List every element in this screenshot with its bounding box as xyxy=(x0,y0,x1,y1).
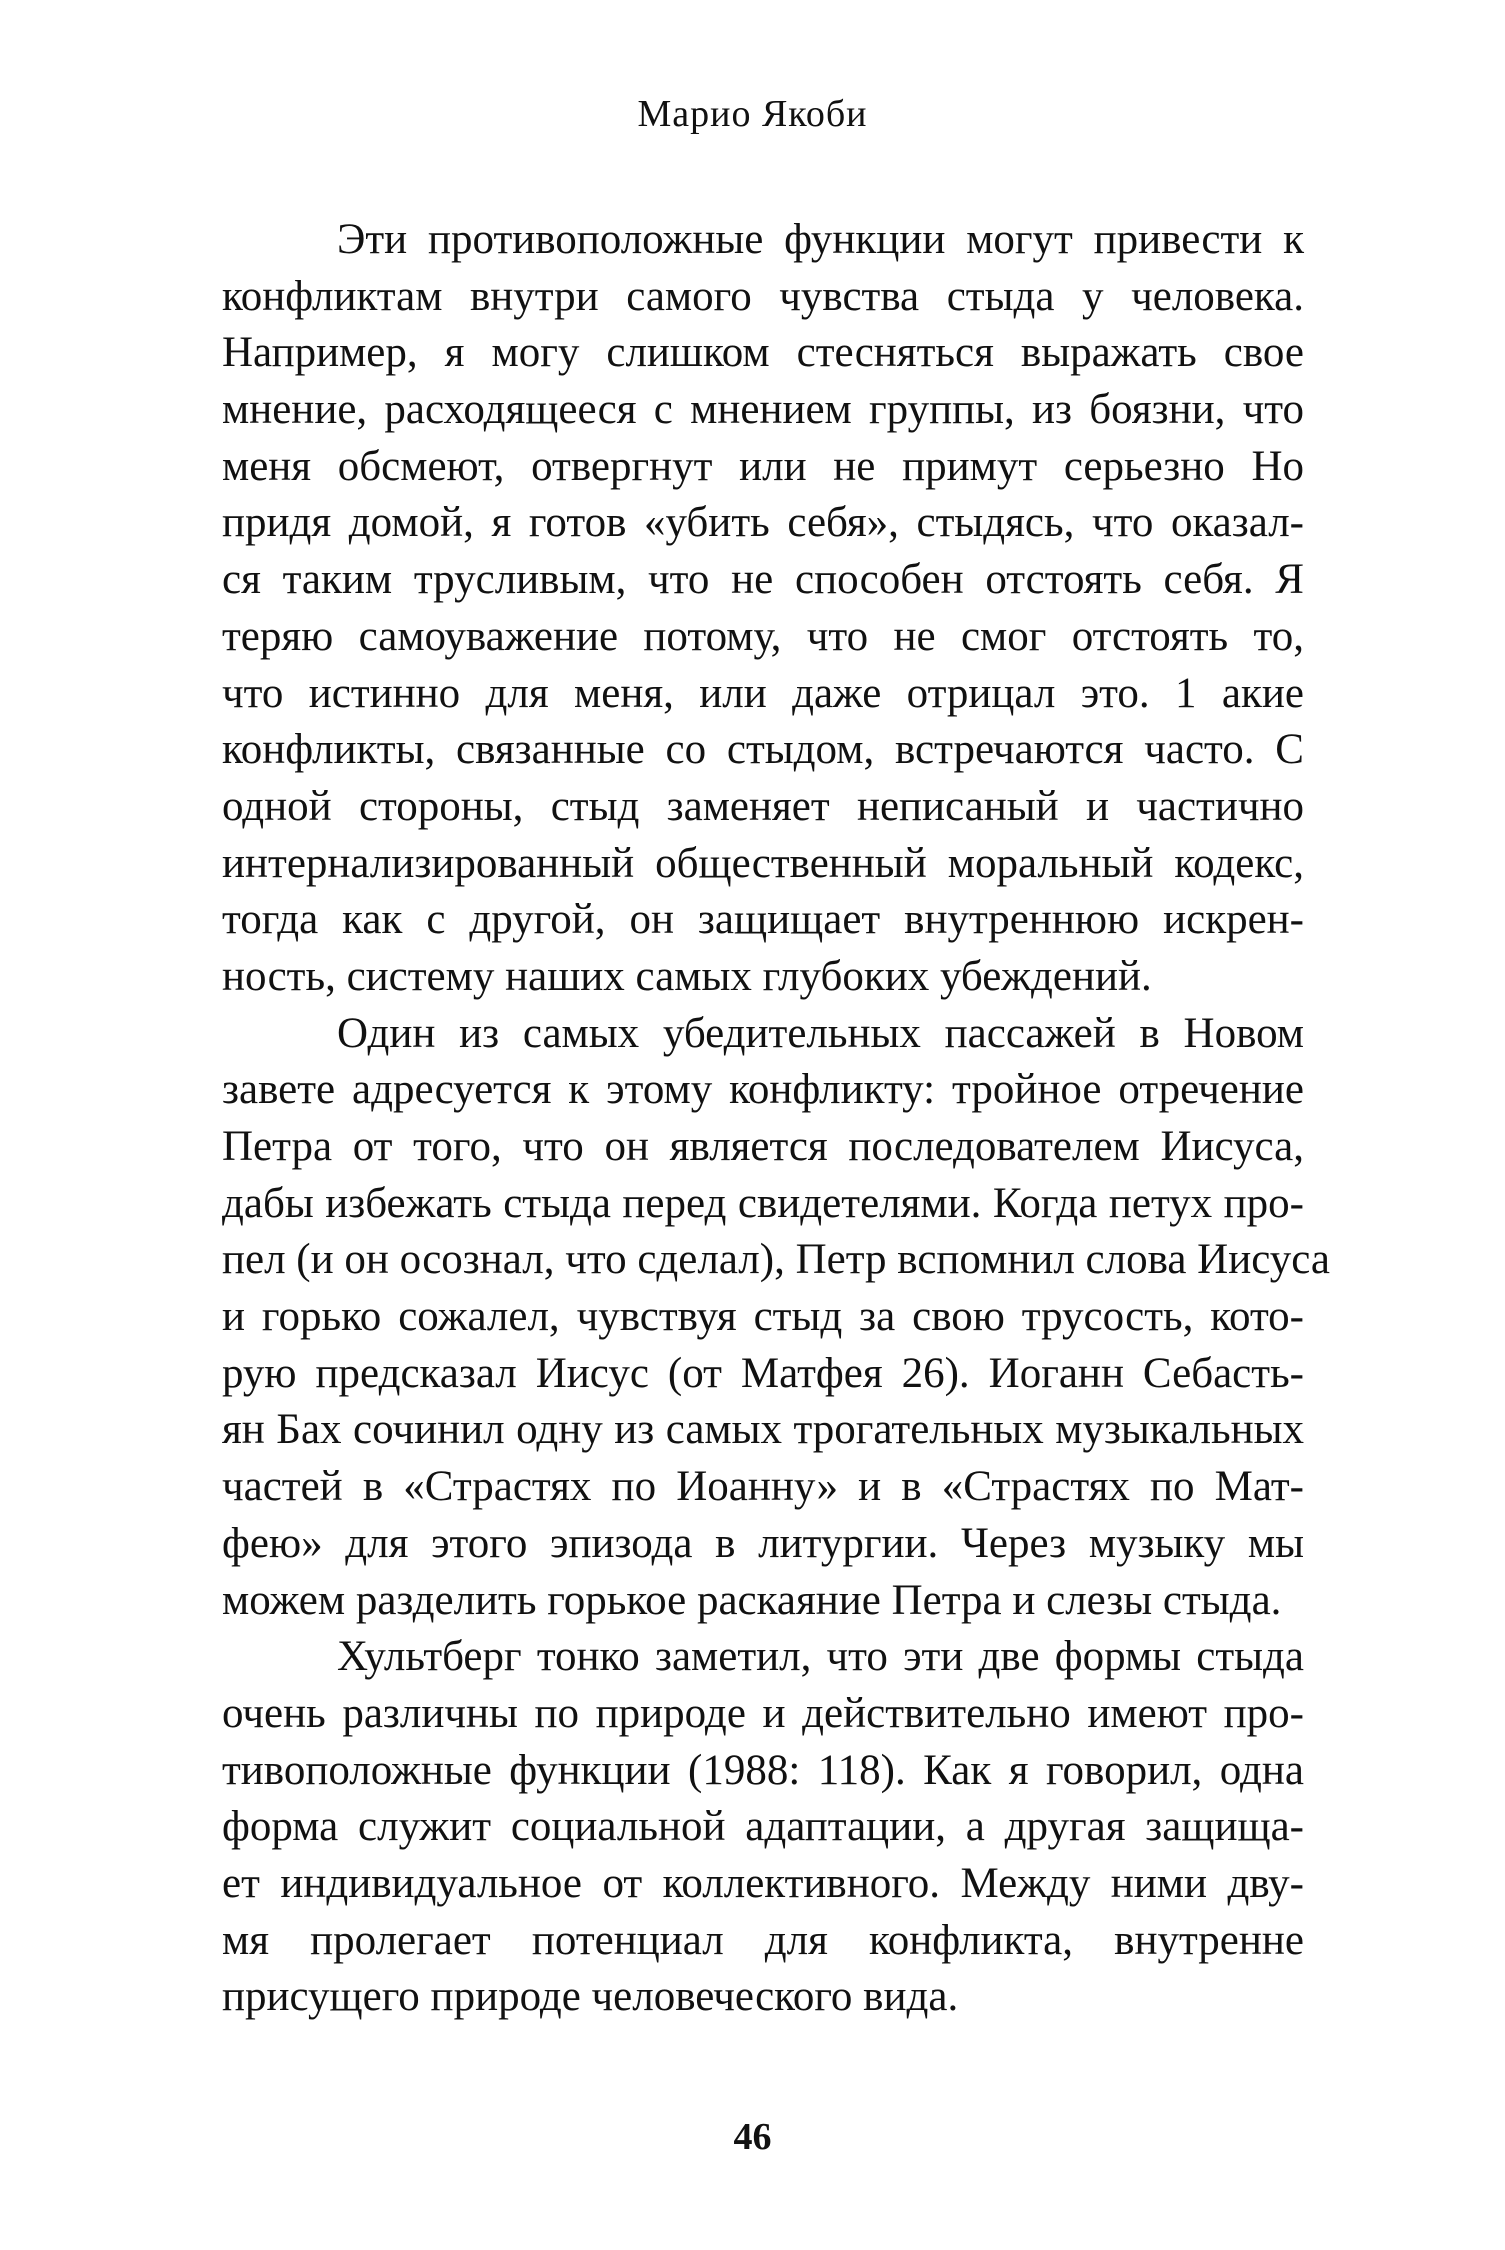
running-header: Марио Якоби xyxy=(637,93,868,135)
text-line: тогда как с другой, он защищает внутреннюю искрен- xyxy=(222,896,1304,944)
text-line: теряю самоуважение потому, что не смог отстоять то, xyxy=(222,612,1304,660)
text-line: частей в «Страстях по Иоанну» и в «Страстях по Мат- xyxy=(222,1463,1304,1511)
text-line: очень различны по природе и действительно имеют про- xyxy=(222,1689,1304,1737)
text-line: Хультберг тонко заметил, что эти две формы стыда xyxy=(337,1633,1304,1681)
text-line: ся таким трусливым, что не способен отстоять себя. Я xyxy=(222,556,1304,604)
text-line: ность, систему наших самых глубоких убеждений. xyxy=(222,952,1152,1000)
text-line: придя домой, я готов «убить себя», стыдясь, что оказал- xyxy=(222,499,1304,547)
text-line: можем разделить горькое раскаяние Петра и слезы стыда. xyxy=(222,1576,1282,1624)
text-line: конфликты, связанные со стыдом, встречаются часто. С xyxy=(222,726,1304,774)
text-line: Эти противоположные функции могут привести к xyxy=(337,216,1304,263)
text-line: ет индивидуальное от коллективного. Между ними дву- xyxy=(222,1859,1304,1907)
text-line: мнение, расходящееся с мнением группы, из боязни, что xyxy=(222,386,1304,434)
text-line: Например, я могу слишком стесняться выражать свое xyxy=(222,329,1304,377)
page-number: 46 xyxy=(733,2116,772,2158)
text-line: что истинно для меня, или даже отрицал это. 1 акие xyxy=(222,669,1304,717)
paragraph-2 xyxy=(222,1006,1330,1630)
text-line: завете адресуется к этому конфликту: тройное отречение xyxy=(222,1066,1304,1114)
text-line: Петра от того, что он является последователем Иисуса, xyxy=(222,1123,1304,1170)
body-text xyxy=(222,212,1330,2026)
text-line: тивоположные функции (1988: 118). Как я говорил, одна xyxy=(222,1746,1304,1794)
text-line: конфликтам внутри самого чувства стыда у человека. xyxy=(222,272,1304,320)
text-line: рую предсказал Иисус (от Матфея 26). Иоганн Себасть- xyxy=(222,1349,1304,1397)
text-line: форма служит социальной адаптации, а другая защища- xyxy=(222,1803,1304,1851)
text-line: присущего природе человеческого вида. xyxy=(222,1973,959,2021)
paragraph-1 xyxy=(222,212,1304,1006)
text-line: ян Бах сочинил одну из самых трогательных музыкальных xyxy=(222,1406,1304,1454)
text-line: пел (и он осознал, что сделал), Петр вспомнил слова Иисуса xyxy=(222,1236,1330,1284)
text-line: Один из самых убедительных пассажей в Новом xyxy=(337,1009,1304,1057)
text-line: мя пролегает потенциал для конфликта, внутренне xyxy=(222,1916,1304,1964)
text-line: интернализированный общественный моральный кодекс, xyxy=(222,839,1304,887)
text-line: и горько сожалел, чувствуя стыд за свою трусость, кото- xyxy=(222,1293,1304,1341)
text-line: меня обсмеют, отвергнут или не примут серьезно Но xyxy=(222,442,1304,490)
text-line: одной стороны, стыд заменяет неписаный и частично xyxy=(222,782,1304,830)
text-line: дабы избежать стыда перед свидетелями. Когда петух про- xyxy=(222,1179,1304,1227)
paragraph-3 xyxy=(222,1629,1304,2026)
text-line: фею» для этого эпизода в литургии. Через музыку мы xyxy=(222,1519,1304,1567)
